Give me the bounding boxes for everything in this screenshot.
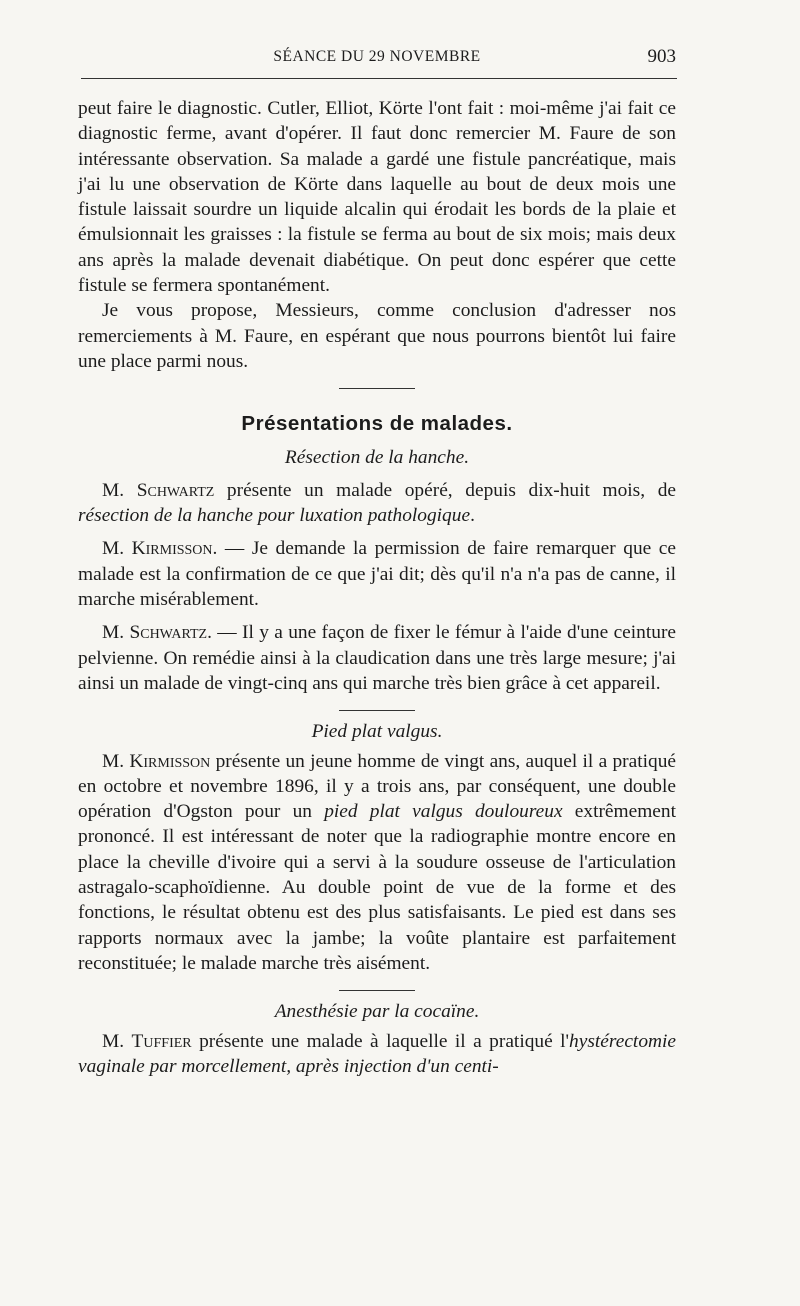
speaker-prefix: M. xyxy=(102,538,132,560)
paragraph-text: présente un jeune homme de vingt ans, auquel il a pratiqué en octobre et novembre 1896, il y a trois ans, par conséquent, une double opération d'Ogston pour un xyxy=(78,750,676,823)
paragraph xyxy=(78,536,676,612)
body-text xyxy=(78,96,676,1079)
paragraph-text: présente une malade à laquelle il a pratiqué l' xyxy=(191,1030,570,1052)
paragraph-text: . — Il y a une façon de fixer le fémur à l'aide d'une ceinture pelvienne. On remédie ainsi à la claudication dans une très large mesure; j'ai ainsi un malade de vingt-cinq ans qui marche très bien grâce à cet appareil. xyxy=(78,622,677,694)
paragraph-end: . xyxy=(470,505,475,527)
paragraph: peut faire le diagnostic. Cutler, Elliot, Körte l'ont fait : moi-même j'ai fait ce diagnostic ferme, avant d'opérer. Il faut donc remercier M. Faure de son intéressante observation. Sa malade a gardé une fistule pancréatique, mais j'ai lu une observation de Körte dans laquelle au bout de deux mois une fistule laissait sourdre un liquide alcalin qui érodait les bords de la plaie et émulsionnait les graisses : la fistule se ferma au bout de six mois; mais deux ans après la malade devenait diabétique. On peut donc espérer que cette fistule se fermera spontanément. xyxy=(78,98,676,297)
italic-text: résection de la hanche pour luxation pathologique xyxy=(78,505,471,527)
subsection-title: Anesthésie par la cocaïne. xyxy=(274,1001,480,1023)
page-number: 903 xyxy=(647,46,676,67)
speaker-name: Kirmisson xyxy=(131,538,213,560)
section-title: Présentations de malades. xyxy=(241,412,513,436)
running-title: SÉANCE DU 29 NOVEMBRE xyxy=(273,48,481,65)
speaker-name: Schwartz xyxy=(136,479,215,501)
subsection-title: Résection de la hanche. xyxy=(284,446,470,468)
speaker-name: Kirmisson xyxy=(129,750,211,772)
paragraph xyxy=(78,478,676,529)
paragraph xyxy=(78,1029,676,1080)
paragraph xyxy=(78,749,676,977)
speaker-prefix: M. xyxy=(102,1030,132,1052)
section-divider xyxy=(339,990,415,991)
speaker-prefix: M. xyxy=(102,479,137,501)
speaker-prefix: M. xyxy=(102,622,130,644)
page-header xyxy=(78,44,676,70)
section-divider xyxy=(339,388,415,389)
paragraph-text: présente un malade opéré, depuis dix-huit mois, de xyxy=(214,479,676,501)
paragraph: Je vous propose, Messieurs, comme conclusion d'adresser nos remerciements à M. Faure, en espérant que nous pourrons bientôt lui faire une place parmi nous. xyxy=(78,300,676,372)
header-rule xyxy=(81,78,677,79)
paragraph-end: extrêmement prononcé. Il est intéressant de noter que la radiographie montre encore en place la cheville d'ivoire qui a servi à la soudure osseuse de l'articulation astragalo-scaphoïdienne. Au double point de vue de la forme et des fonctions, le résultat obtenu est des plus satisfaisants. Le pied est dans ses rapports normaux avec la jambe; la voûte plantaire est parfaitement reconstituée; le malade marche très aisément. xyxy=(78,801,676,974)
paragraph xyxy=(78,620,676,696)
subsection-title: Pied plat valgus. xyxy=(311,721,443,743)
italic-text: pied plat valgus douloureux xyxy=(324,801,563,823)
speaker-name: Schwartz xyxy=(129,622,208,644)
speaker-name: Tuffier xyxy=(131,1030,192,1052)
speaker-prefix: M. xyxy=(102,750,130,772)
paragraph-text: . — Je demande la permission de faire remarquer que ce malade est la confirmation de ce que j'ai dit; dès qu'il n'a n'a pas de canne, il marche misérablement. xyxy=(78,538,677,611)
italic-text: hystérectomie vaginale par morcellement, après injection d'un centi- xyxy=(78,1030,677,1077)
section-divider xyxy=(339,710,415,711)
